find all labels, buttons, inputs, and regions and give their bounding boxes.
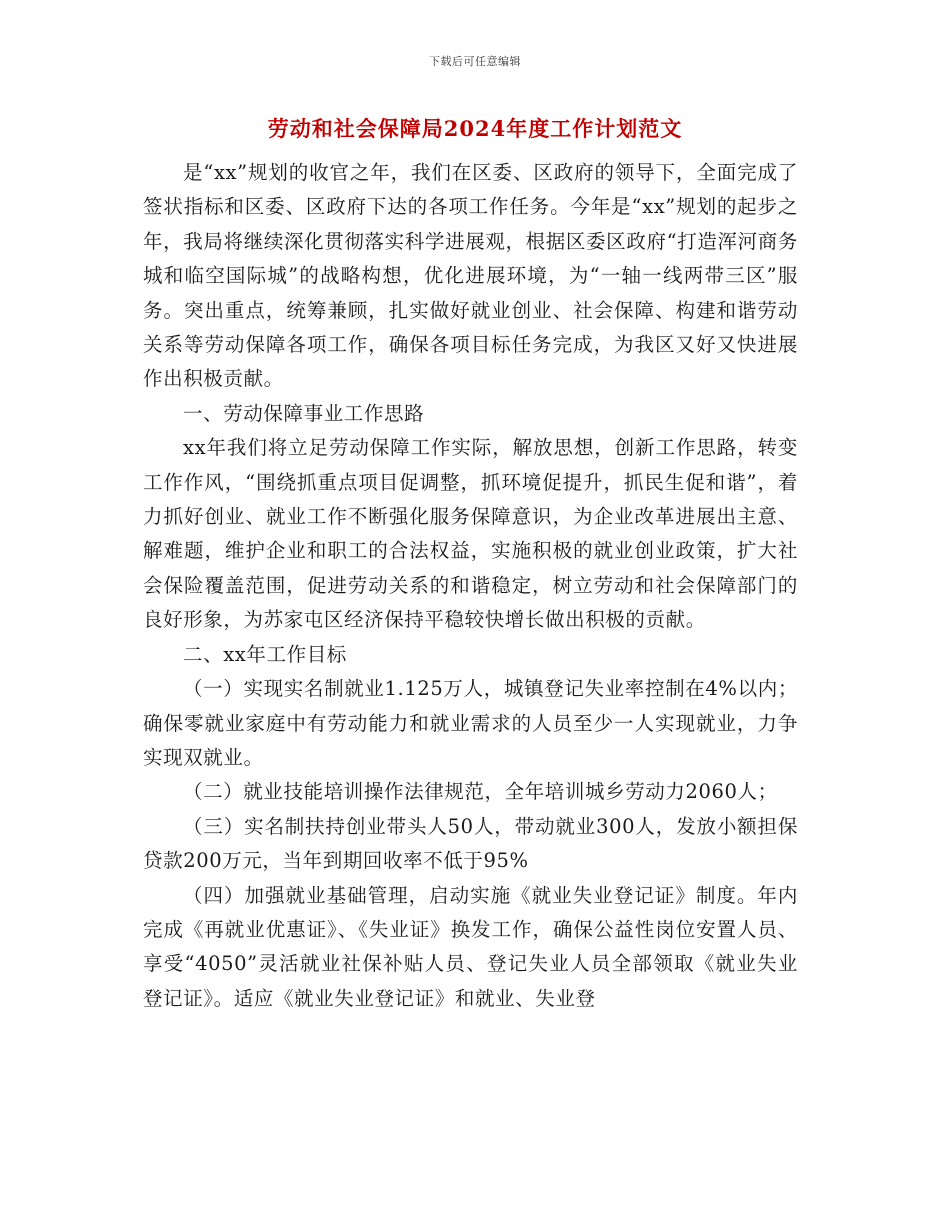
paragraph-work-ideas: xx年我们将立足劳动保障工作实际，解放思想，创新工作思路，转变工作作风，“围绕抓重点项目促调整，抓环境促提升，抓民生促和谐”，着力抓好创业、就业工作不断强化服务保障意识，为企业改革进展出主意、解难题，维护企业和职工的合法权益，实施积极的就业创业政策，扩大社会保险覆盖范围，促进劳动关系的和谐稳定，树立劳动和社会保障部门的良好形象，为苏家屯区经济保持平稳较快增长做出积极的贡献。: [143, 436, 798, 632]
document-body: [143, 156, 798, 1016]
paragraph-goal-1: （一）实现实名制就业1.125万人，城镇登记失业率控制在4%以内；确保零就业家庭中有劳动能力和就业需求的人员至少一人实现就业，力争实现双就业。: [143, 677, 798, 769]
paragraph-intro: 是“xx”规划的收官之年，我们在区委、区政府的领导下，全面完成了签状指标和区委、区政府下达的各项工作任务。今年是“xx”规划的起步之年，我局将继续深化贯彻落实科学进展观，根据区委区政府“打造浑河商务城和临空国际城”的战略构想，优化进展环境，为“一轴一线两带三区”服务。突出重点，统筹兼顾，扎实做好就业创业、社会保障、构建和谐劳动关系等劳动保障各项工作，确保各项目标任务完成，为我区又好又快进展作出积极贡献。: [143, 161, 798, 391]
document-title: 劳动和社会保障局2024年度工作计划范文: [267, 116, 683, 141]
paragraph-goal-4: （四）加强就业基础管理，启动实施《就业失业登记证》制度。年内完成《再就业优惠证》、《失业证》换发工作，确保公益性岗位安置人员、享受“4050”灵活就业社保补贴人员、登记失业人员全部领取《就业失业登记证》。适应《就业失业登记证》和就业、失业登: [143, 883, 798, 1010]
section-heading-2: 二、xx年工作目标: [183, 642, 347, 666]
paragraph-goal-3: （三）实名制扶持创业带头人50人，带动就业300人，发放小额担保贷款200万元，当年到期回收率不低于95%: [143, 814, 798, 873]
paragraph-goal-2: （二）就业技能培训操作法律规范，全年培训城乡劳动力2060人；: [183, 780, 778, 804]
section-heading-1: 一、劳动保障事业工作思路: [183, 401, 425, 425]
header-note: 下载后可任意编辑: [429, 55, 521, 68]
